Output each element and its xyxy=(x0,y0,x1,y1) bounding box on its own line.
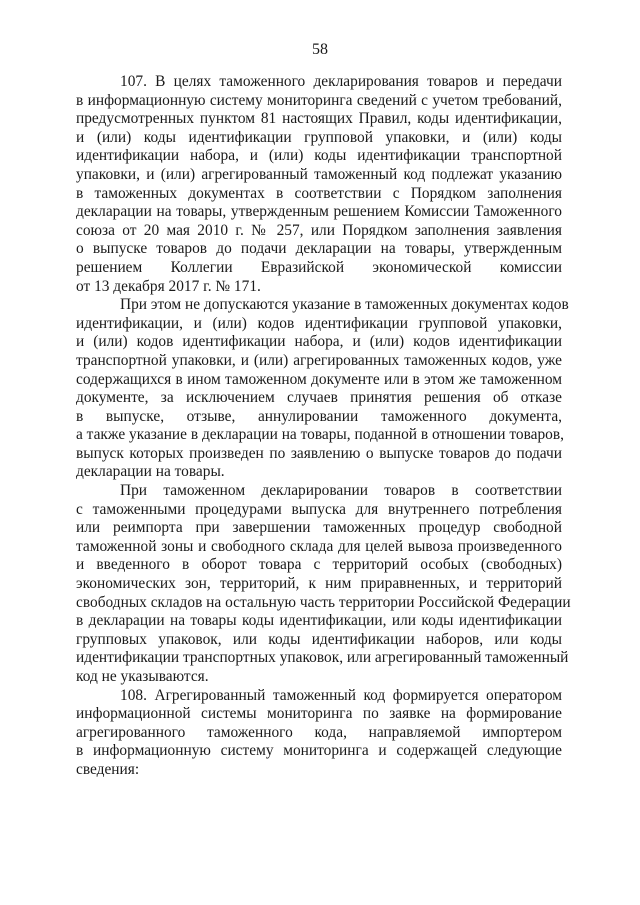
text-line: транспортной упаковки, и (или) агрегированных таможенных кодов, уже xyxy=(76,351,562,369)
text-line: в информационную систему мониторинга сведений с учетом требований, xyxy=(76,91,562,109)
text-line: декларации на товары. xyxy=(76,463,225,481)
text-line: идентификации, и (или) кодов идентификации групповой упаковки, xyxy=(76,314,562,332)
text-line: а также указание в декларации на товары, поданной в отношении товаров, xyxy=(76,426,564,444)
paragraph-107 xyxy=(76,73,562,296)
paragraph-free-zones xyxy=(76,482,571,687)
text-line: упаковки, и (или) агрегированный таможенный код подлежат указанию xyxy=(76,165,562,183)
text-line: 108. Агрегированный таможенный код формируется оператором xyxy=(120,686,562,704)
text-line: предусмотренных пунктом 81 настоящих Правил, коды идентификации, xyxy=(76,110,562,128)
text-line: идентификации набора, и (или) коды идентификации транспортной xyxy=(76,147,562,165)
text-line: экономических зон, территорий, к ним приравненных, и территорий xyxy=(76,575,562,593)
text-line: код не указываются. xyxy=(76,668,209,685)
text-line: с таможенными процедурами выпуска для внутреннего потребления xyxy=(76,500,562,518)
text-line: о выпуске товаров до подачи декларации на товары, утвержденным xyxy=(76,240,562,258)
text-line: декларации на товары, утвержденным решением Комиссии Таможенного xyxy=(76,203,562,221)
text-line: выпуск которых произведен по заявлению о выпуске товаров до подачи xyxy=(76,444,562,462)
text-line: информационной системы мониторинга по заявке на формирование xyxy=(76,705,562,723)
text-line: 107. В целях таможенного декларирования товаров и передачи xyxy=(120,73,562,90)
text-line: или реимпорта при завершении таможенных процедур свободной xyxy=(76,519,562,537)
text-line: сведения: xyxy=(76,760,140,778)
text-line: в выпуске, отзыве, аннулировании таможенного документа, xyxy=(76,407,562,425)
text-line: и (или) кодов идентификации набора, и (или) кодов идентификации xyxy=(76,333,562,351)
text-line: и (или) коды идентификации групповой упаковки, и (или) коды xyxy=(76,128,562,146)
text-line: групповых упаковок, или коды идентификации наборов, или коды xyxy=(76,630,562,648)
text-line: в таможенных документах в соответствии с Порядком заполнения xyxy=(76,184,562,202)
paragraph-108 xyxy=(76,687,562,780)
text-line: агрегированного таможенного кода, направляемой импортером xyxy=(76,723,562,741)
text-line: свободных складов на остальную часть территории Российской Федерации xyxy=(76,593,571,611)
text-line: от 13 декабря 2017 г. № 171. xyxy=(76,277,261,295)
text-line: документе, за исключением случаев принятия решения об отказе xyxy=(76,389,562,407)
text-line: содержащихся в ином таможенном документе или в этом же таможенном xyxy=(76,370,562,388)
text-line: При таможенном декларировании товаров в соответствии xyxy=(120,482,562,500)
text-line: и введенного в оборот товара с территорий особых (свободных) xyxy=(76,556,562,574)
page-number: 58 xyxy=(312,41,328,58)
text-line: таможенной зоны и свободного склада для целей вывоза произведенного xyxy=(76,537,562,555)
text-line: в декларации на товары коды идентификации, или коды идентификации xyxy=(76,612,562,630)
text-line: идентификации транспортных упаковок, или агрегированный таможенный xyxy=(76,649,569,667)
text-line: в информационную систему мониторинга и содержащей следующие xyxy=(76,742,562,760)
paragraph-exclusions xyxy=(76,296,569,482)
text-line: При этом не допускаются указание в таможенных документах кодов xyxy=(120,296,569,314)
text-line: решением Коллегии Евразийской экономической комиссии xyxy=(76,258,562,276)
document-body xyxy=(76,73,571,780)
text-line: союза от 20 мая 2010 г. № 257, или Порядком заполнения заявления xyxy=(76,221,562,239)
